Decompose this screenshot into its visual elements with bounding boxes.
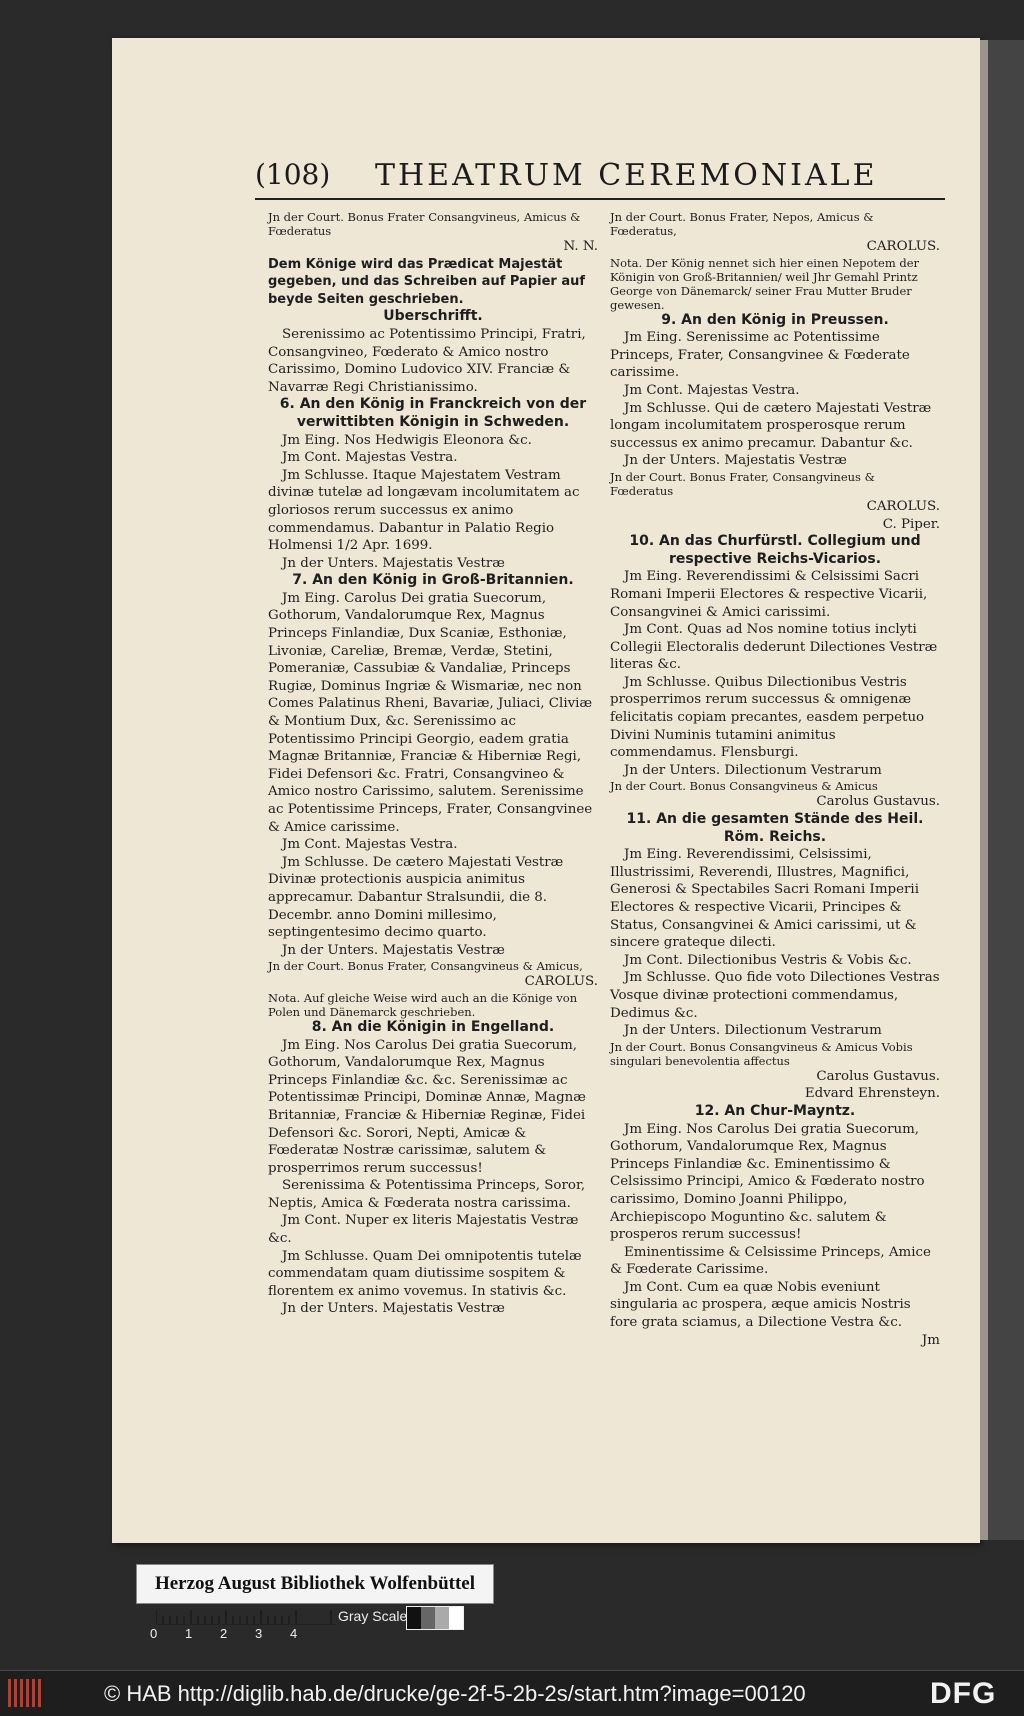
section-heading: 7. An den König in Groß-Britannien. bbox=[292, 572, 574, 589]
gray-swatch bbox=[406, 1606, 464, 1630]
signature: CAROLUS. bbox=[866, 498, 940, 514]
signature: Edvard Ehrensteyn. bbox=[804, 1086, 940, 1102]
right-column bbox=[610, 210, 940, 1349]
section-heading: 11. An die gesamten Stände des Heil. Röm. Reichs. bbox=[626, 811, 924, 845]
paragraph: Serenissimo ac Potentissimo Principi, Fratri, Consangvineo, Fœderato & Amico nostro Carissimo, Domino Ludovico XIV. Franciæ & Navarræ Regi Christianissimo. bbox=[268, 326, 586, 395]
ruler-number: 2 bbox=[220, 1626, 228, 1641]
ruler-numbers bbox=[150, 1626, 325, 1641]
paragraph: Jn der Unters. Dilectionum Vestrarum bbox=[624, 762, 882, 778]
paragraph: Serenissima & Potentissima Princeps, Soror, Neptis, Amica & Fœderata nostra carissima. bbox=[268, 1178, 586, 1211]
running-title: THEATRUM CEREMONIALE bbox=[375, 158, 878, 193]
paragraph: Jm Eing. Carolus Dei gratia Suecorum, Gothorum, Vandalorumque Rex, Magnus Princeps Finlandiæ, Dux Scaniæ, Esthoniæ, Livoniæ, Careliæ, Bremæ, Verdæ, Stetini, Pomeraniæ, Cassubiæ & Vandaliæ, Princeps Rugiæ, Dominus Ingriæ & Wismariæ, nec non Comes Palatinus Rheni, Bavariæ, Juliaci, Cliviæ & Montium Dux, &c. Serenissimo ac Potentissimo Principi Georgio, eadem gratia Magnæ Britanniæ, Franciæ & Hiberniæ Regi, Fidei Defensori &c. Fratri, Consangvineo & Amico nostro Carissimo, salutem. Serenissime ac Potentissime Princeps, Frater, Consangvinee & Amice carissime. bbox=[268, 590, 593, 835]
paragraph: Jm Eing. Nos Carolus Dei gratia Suecorum, Gothorum, Vandalorumque Rex, Magnus Princeps Finlandiæ &c. &c. Serenissimæ ac Potentissimæ Principi, Dominæ Annæ, Magnæ Britanniæ, Franciæ & Hiberniæ Reginæ, Fidei Defensori &c. Sorori, Nepti, Amicæ & Fœderatæ Nostræ carissimæ, salutem & prosperrimos rerum successus! bbox=[268, 1037, 586, 1176]
left-column bbox=[268, 210, 598, 1318]
viewer-footer bbox=[0, 1670, 1024, 1716]
next-page-edge bbox=[980, 40, 1024, 1540]
page-number: (108) bbox=[255, 158, 331, 191]
paragraph: Jn der Unters. Dilectionum Vestrarum bbox=[624, 1023, 882, 1039]
ruler-number: 1 bbox=[185, 1626, 193, 1641]
paragraph: Jm Schlusse. Quam Dei omnipotentis tutelæ commendatam quam diutissime sospitem & florentem ex animo vovemus. In stativis &c. bbox=[268, 1248, 582, 1299]
library-label bbox=[136, 1564, 494, 1604]
paragraph: Jn der Court. Bonus Frater Consangvineus, Amicus & Fœderatus bbox=[268, 210, 581, 238]
paragraph: Jn der Unters. Majestatis Vestræ bbox=[282, 555, 505, 571]
section-heading: 10. An das Churfürstl. Collegium und respective Reichs-Vicarios. bbox=[629, 533, 921, 567]
page-header bbox=[255, 158, 945, 200]
paragraph: Dem Könige wird das Prædicat Majestät gegeben, und das Schreiben auf Papier auf beyde Seiten geschrieben. bbox=[268, 256, 586, 307]
paragraph: Jn der Court. Bonus Frater, Consangvineus & Fœderatus bbox=[610, 469, 875, 498]
color-scale bbox=[150, 1602, 470, 1644]
paragraph: Jm Schlusse. Quo fide voto Dilectiones Vestras Vosque divinæ protectioni commendamus, Dedimus &c. bbox=[610, 970, 940, 1021]
paragraph: Jm Schlusse. Qui de cætero Majestati Vestræ longam incolumitatem prosperosque rerum successus ex animo precamur. Dabantur &c. bbox=[610, 400, 932, 451]
ruler-number: 0 bbox=[150, 1626, 158, 1641]
paragraph: Jm Schlusse. Quibus Dilectionibus Vestris prosperrimos rerum successus & omnigenæ felicitatis copiam precantes, easdem perpetuo Divini Numinis tutamini animitus commendamus. Flensburgi. bbox=[610, 674, 925, 761]
paragraph: Jm Cont. Dilectionibus Vestris & Vobis &c. bbox=[624, 952, 912, 968]
section-heading: 12. An Chur-Mayntz. bbox=[694, 1102, 856, 1119]
paragraph: Jm Eing. Reverendissimi, Celsissimi, Illustrissimi, Reverendi, Illustres, Magnifici, Generosi & Spectabiles Sacri Romani Imperii Electores & respective Vicarii, Principes & Status, Consangvinei & Amici carissimi, ut & sincere grateque dilecti. bbox=[610, 847, 919, 951]
paragraph: Jn der Unters. Majestatis Vestræ bbox=[624, 453, 847, 469]
signature: Carolus Gustavus. bbox=[816, 794, 940, 810]
paragraph: Jm Eing. Nos Carolus Dei gratia Suecorum, Gothorum, Vandalorumque Rex, Magnus Princeps Finlandiæ &c. Eminentissimo & Celsissimo Principi, Amico & Fœderato nostro carissimo, Domino Joanni Philippo, Archiepiscopo Moguntino &c. salutem & prosperos rerum successus! bbox=[610, 1121, 925, 1243]
paragraph: Jm Eing. Nos Hedwigis Eleonora &c. bbox=[282, 432, 532, 448]
section-heading: 8. An die Königin in Engelland. bbox=[311, 1018, 555, 1035]
ruler-number: 4 bbox=[290, 1626, 298, 1641]
paragraph: Jn der Unters. Majestatis Vestræ bbox=[282, 942, 505, 958]
paragraph: Jn der Court. Bonus Frater, Nepos, Amicus & Fœderatus, bbox=[610, 210, 874, 238]
paragraph: Jm Cont. Nuper ex literis Majestatis Vestræ &c. bbox=[268, 1213, 579, 1247]
paragraph: Jm Cont. Majestas Vestra. bbox=[282, 450, 458, 466]
gray-scale-label: Gray Scale bbox=[338, 1608, 408, 1624]
paragraph: Jm Schlusse. Itaque Majestatem Vestram divinæ tutelæ ad longævam incolumitatem ac gloriosos rerum successus ex animo commendamus. Dabantur in Palatio Regio Holmensi 1/2 Apr. 1699. bbox=[268, 467, 580, 554]
section-heading: 9. An den König in Preussen. bbox=[661, 311, 889, 328]
ruler-number: 3 bbox=[255, 1626, 263, 1641]
ruler bbox=[156, 1610, 336, 1625]
paragraph: Eminentissime & Celsissime Princeps, Amice & Fœderate Carissime. bbox=[610, 1244, 931, 1278]
signature: N. N. bbox=[563, 239, 598, 254]
signature: C. Piper. bbox=[882, 516, 940, 532]
paragraph: Jm Schlusse. De cætero Majestati Vestræ Divinæ protectionis auspicia animitus apprecamur. Dabantur Stralsundii, die 8. Decembr. anno Domini millesimo, septingentesimo decimo quarto. bbox=[268, 854, 564, 941]
paragraph: Jm Cont. Majestas Vestra. bbox=[282, 837, 458, 853]
barcode-icon bbox=[8, 1679, 42, 1707]
signature: Carolus Gustavus. bbox=[816, 1068, 940, 1084]
dfg-logo: DFG bbox=[930, 1677, 997, 1710]
paragraph: Jm Cont. Majestas Vestra. bbox=[624, 382, 800, 398]
section-heading: Uberschrifft. bbox=[383, 308, 483, 325]
library-name: Herzog August Bibliothek Wolfenbüttel bbox=[154, 1573, 476, 1594]
paragraph: Jn der Court. Bonus Frater, Consangvineus & Amicus, bbox=[268, 959, 583, 974]
paragraph: Jn der Court. Bonus Consangvineus & Amicus Vobis singulari benevolentia affectus bbox=[610, 1039, 913, 1068]
catchword: Jm bbox=[921, 1332, 940, 1348]
paragraph: Jn der Court. Bonus Consangvineus & Amicus bbox=[610, 779, 878, 794]
paragraph: Jn der Unters. Majestatis Vestræ bbox=[282, 1301, 505, 1317]
paragraph: Jm Cont. Quas ad Nos nomine totius inclyti Collegii Electoralis dederunt Dilectiones Vestræ literas &c. bbox=[610, 622, 938, 673]
paragraph: Jm Cont. Cum ea quæ Nobis eveniunt singularia ac prospera, æque amicis Nostris fore grata sciamus, a Dilectione Vestra &c. bbox=[610, 1279, 911, 1331]
signature: CAROLUS. bbox=[524, 974, 598, 990]
source-url[interactable]: © HAB http://diglib.hab.de/drucke/ge-2f-5-2b-2s/start.htm?image=00120 bbox=[104, 1681, 806, 1706]
note: Nota. Der König nennet sich hier einen Nepotem der Königin von Groß-Britannien/ weil Jhr Gemahl Printz George von Dänemarck/ seiner Frau Mutter Bruder gewesen. bbox=[610, 255, 920, 312]
paragraph: Jm Eing. Reverendissimi & Celsissimi Sacri Romani Imperii Electores & respective Vicarii, Consangvinei & Amici carissimi. bbox=[610, 569, 928, 620]
note: Nota. Auf gleiche Weise wird auch an die Könige von Polen und Dänemarck geschrieben. bbox=[268, 990, 578, 1019]
paragraph: Jm Eing. Serenissime ac Potentissime Princeps, Frater, Consangvinee & Fœderate carissime. bbox=[610, 330, 910, 381]
signature: CAROLUS. bbox=[866, 239, 940, 254]
section-heading: 6. An den König in Franckreich von der verwittibten Königin in Schweden. bbox=[279, 396, 587, 430]
